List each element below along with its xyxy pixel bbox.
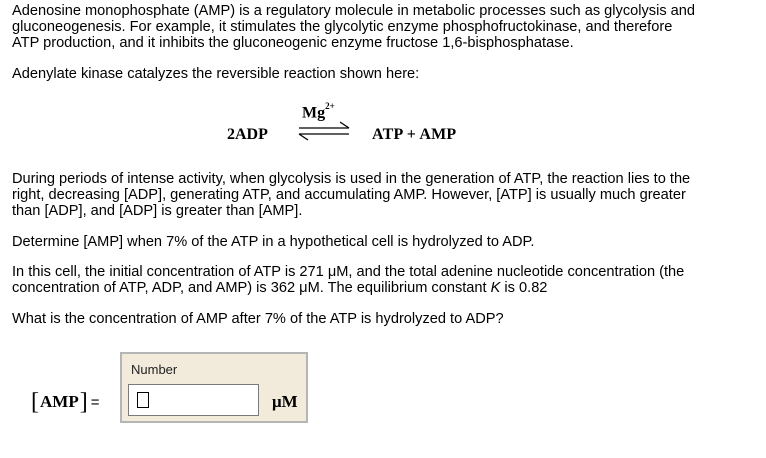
answer-unit: μM <box>272 392 298 411</box>
answer-box <box>120 352 308 423</box>
number-label: Number <box>131 362 178 377</box>
catalyst-symbol: Mg <box>302 104 326 122</box>
catalyst-charge: 2+ <box>325 101 335 111</box>
amp-close-bracket: ] <box>79 389 88 415</box>
activity-line-3: than [ADP], and [ADP] is greater than [AMP]. <box>12 203 303 219</box>
question-text: What is the concentration of AMP after 7% of the ATP is hydrolyzed to ADP? <box>12 311 504 327</box>
amp-equals: = <box>90 393 100 411</box>
activity-paragraph <box>12 171 757 219</box>
adenylate-kinase-text: Adenylate kinase catalyzes the reversible reaction shown here: <box>12 66 420 82</box>
reaction-reactant: 2ADP <box>227 126 268 143</box>
conditions-line-1: In this cell, the initial concentration of ATP is 271 μM, and the total adenine nucleotide concentration (the <box>12 264 685 280</box>
determine-text: Determine [AMP] when 7% of the ATP in a hypothetical cell is hydrolyzed to ADP. <box>12 234 535 250</box>
conditions-line-2-suffix: is 0.82 <box>500 280 548 296</box>
intro-line-1: Adenosine monophosphate (AMP) is a regulatory molecule in metabolic processes such as glycolysis and <box>12 3 696 19</box>
activity-line-2: right, decreasing [ADP], generating ATP, and accumulating AMP. However, [ATP] is usually much greater <box>12 187 686 203</box>
intro-line-3: ATP production, and it inhibits the gluconeogenic enzyme fructose 1,6-bisphosphatase. <box>12 35 574 51</box>
amp-symbol: AMP <box>40 392 79 411</box>
amp-open-bracket: [ <box>31 389 39 415</box>
reaction-products: ATP + AMP <box>372 126 457 143</box>
reaction-equation <box>0 0 766 160</box>
conditions-line-2-prefix: concentration of ATP, ADP, and AMP) is 362 μM. The equilibrium constant <box>12 280 491 296</box>
activity-line-1: During periods of intense activity, when glycolysis is used in the generation of ATP, the reaction lies to the <box>12 171 691 187</box>
equilibrium-arrows-icon <box>296 120 354 142</box>
conditions-paragraph <box>12 264 757 296</box>
equilibrium-constant-symbol: K <box>490 280 501 296</box>
amp-equation-label <box>31 389 100 415</box>
amp-answer-input[interactable] <box>128 384 259 416</box>
conditions-line-2 <box>12 280 547 296</box>
intro-line-2: gluconeogenesis. For example, it stimulates the glycolytic enzyme phosphofructokinase, and therefore <box>12 19 673 35</box>
